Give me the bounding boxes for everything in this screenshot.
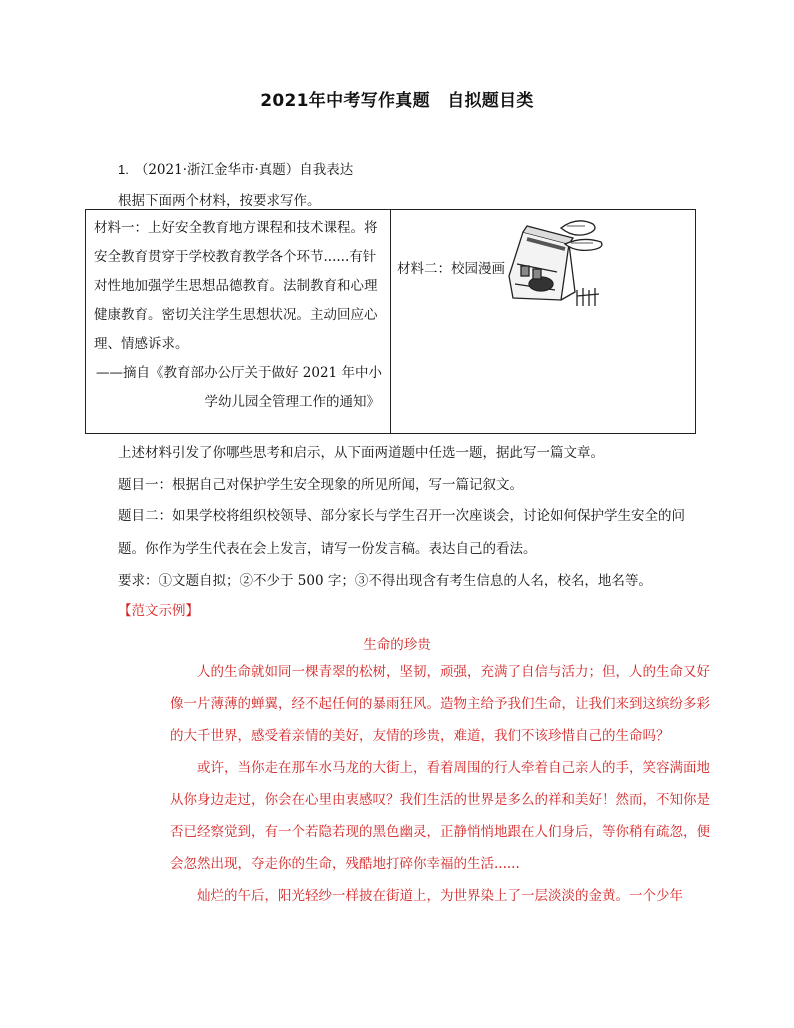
question-instruction: 根据下面两个材料，按要求写作。	[118, 193, 321, 209]
essay-body	[170, 656, 710, 912]
question-source: （2021·浙江金华市·真题）自我表达	[134, 162, 354, 178]
sample-essay-label: 【范文示例】	[118, 603, 199, 619]
page-title: 2021年中考写作真题 自拟题目类	[260, 91, 534, 111]
requirements: 要求：①文题自拟；②不少于 500 字；③不得出现含有考生信息的人名，校名，地名等。	[118, 573, 652, 589]
essay-title: 生命的珍贵	[363, 637, 431, 653]
question-header	[118, 158, 353, 178]
topic-one: 题目一：根据自己对保护学生安全现象的所见所闻，写一篇记叙文。	[118, 477, 523, 493]
essay-paragraph: 或许，当你走在那车水马龙的大街上，看着周围的行人牵着自己亲人的手，笑容满面地从你身边走过，你会在心里由衷感叹？我们生活的世界是多么的祥和美好！然而，不知你是否已经察觉到，有一个若隐若现的黑色幽灵，正静悄悄地跟在人们身后，等你稍有疏忽，便会忽然出现，夺走你的生命，残酷地打碎你幸福的生活......	[170, 760, 710, 872]
topic-two-line1: 题目二：如果学校将组织校领导、部分家长与学生召开一次座谈会，讨论如何保护学生安全的问	[118, 508, 685, 524]
material-one-source-line2: 学幼儿园全管理工作的通知》	[204, 394, 380, 410]
essay-paragraph: 人的生命就如同一棵青翠的松树，坚韧，顽强，充满了自信与活力；但，人的生命又好像一片薄薄的蝉翼，经不起任何的暴雨狂风。造物主给予我们生命，让我们来到这缤纷多彩的大千世界，感受着亲情的美好，友情的珍贵，难道，我们不该珍惜自己的生命吗？	[170, 664, 710, 744]
material-one-text: 材料一：上好安全教育地方课程和技术课程。将安全教育贯穿于学校教育教学各个环节......有针对性地加强学生思想品德教育。法制教育和心理健康教育。密切关注学生思想状况。主动回应心理、情感诉求。	[94, 220, 378, 352]
task-instruction: 上述材料引发了你哪些思考和启示，从下面两道题中任选一题，据此写一篇文章。	[118, 445, 604, 461]
material-two-label: 材料二：校园漫画	[397, 261, 505, 277]
material-one-source-line1: ——摘自《教育部办公厅关于做好 2021 年中小	[96, 365, 382, 381]
question-number: 1.	[118, 162, 129, 177]
material-two-cell	[391, 210, 696, 434]
campus-cartoon-image	[503, 214, 613, 314]
materials-table	[85, 209, 696, 434]
material-one-cell	[86, 210, 391, 434]
material-one-source	[86, 359, 390, 417]
essay-paragraph: 灿烂的午后，阳光轻纱一样披在街道上，为世界染上了一层淡淡的金黄。一个少年	[197, 888, 683, 904]
topic-two-line2: 题。你作为学生代表在会上发言，请写一份发言稿。表达自己的看法。	[118, 541, 537, 557]
